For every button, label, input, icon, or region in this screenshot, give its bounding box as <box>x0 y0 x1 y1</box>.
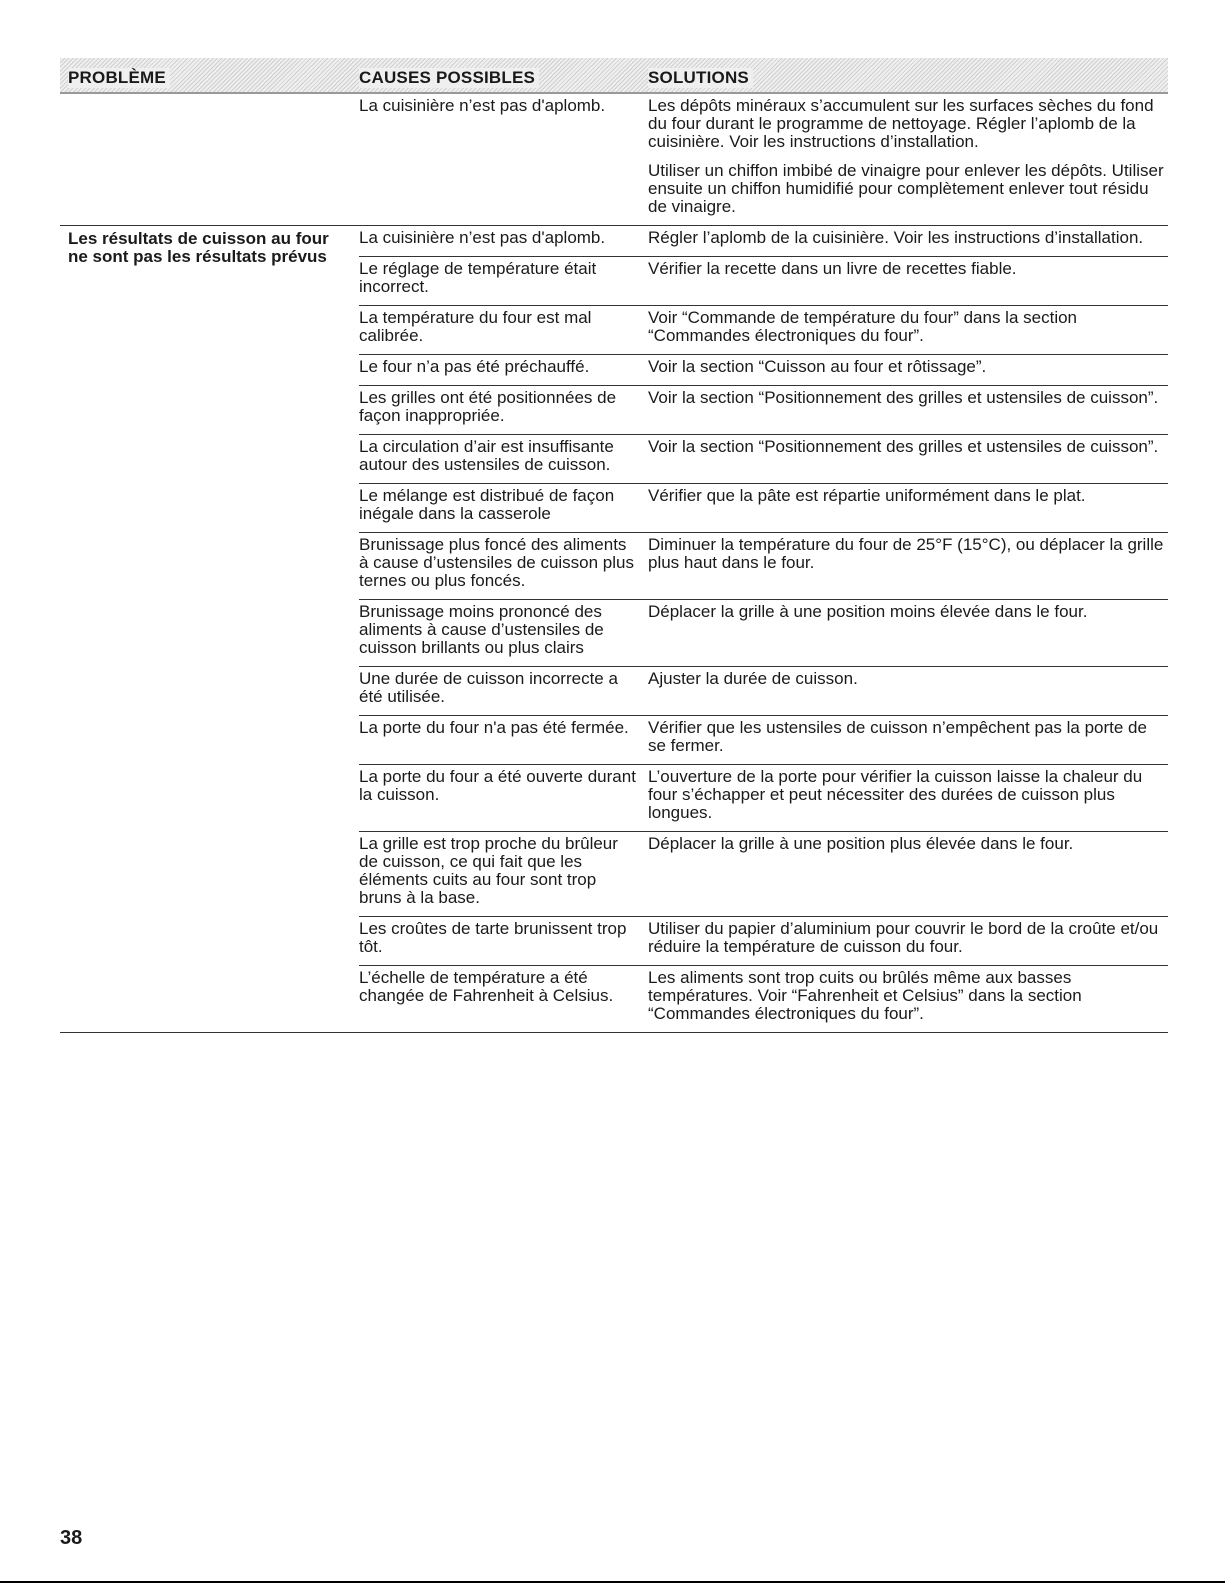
cause-cell: L’échelle de température a été changée de Fahrenheit à Celsius. <box>359 968 614 1005</box>
problem-group <box>60 92 1168 225</box>
solution-cell <box>648 438 1168 474</box>
troubleshooting-table <box>60 58 1168 1033</box>
solution-paragraph: Les aliments sont trop cuits ou brûlés même aux basses températures. Voir “Fahrenheit et Celsius” dans la section “Commandes électroniques du four”. <box>648 968 1082 1023</box>
cause-cell: Le mélange est distribué de façon inégale dans la casserole <box>359 486 615 523</box>
table-row <box>359 831 1168 916</box>
cause-cell: La grille est trop proche du brûleur de cuisson, ce qui fait que les éléments cuits au four sont trop bruns à la base. <box>359 834 618 907</box>
table-row <box>359 305 1168 354</box>
solution-paragraph: Voir la section “Positionnement des grilles et ustensiles de cuisson”. <box>648 388 1159 407</box>
problem-cell: Les résultats de cuisson au four ne sont pas les résultats prévus <box>68 229 329 266</box>
solution-paragraph: Déplacer la grille à une position plus élevée dans le four. <box>648 834 1074 853</box>
page-number: 38 <box>60 1527 83 1549</box>
table-row <box>359 483 1168 532</box>
cause-rows <box>359 226 1168 1032</box>
solution-paragraph: Vérifier que les ustensiles de cuisson n’empêchent pas la porte de se fermer. <box>648 718 1147 755</box>
table-row <box>359 256 1168 305</box>
solution-cell <box>648 920 1168 956</box>
solution-paragraph: Vérifier que la pâte est répartie uniformément dans le plat. <box>648 486 1086 505</box>
table-body <box>60 92 1168 1033</box>
solution-paragraph: L’ouverture de la porte pour vérifier la cuisson laisse la chaleur du four s’échapper et peut nécessiter des durées de cuisson plus longues. <box>648 767 1143 822</box>
table-row <box>359 764 1168 831</box>
solution-paragraph: Utiliser un chiffon imbibé de vinaigre pour enlever les dépôts. Utiliser ensuite un chiffon humidifié pour complètement enlever tout résidu de vinaigre. <box>648 161 1164 216</box>
cause-cell: La porte du four a été ouverte durant la cuisson. <box>359 767 636 804</box>
cause-cell: Les grilles ont été positionnées de façon inappropriée. <box>359 388 617 425</box>
solution-cell <box>648 309 1168 345</box>
cause-cell: La porte du four n'a pas été fermée. <box>359 718 629 737</box>
solution-paragraph: Régler l’aplomb de la cuisinière. Voir les instructions d’installation. <box>648 228 1144 247</box>
cause-cell: La circulation d’air est insuffisante autour des ustensiles de cuisson. <box>359 437 614 474</box>
solution-cell <box>648 719 1168 755</box>
solution-paragraph: Utiliser du papier d’aluminium pour couvrir le bord de la croûte et/ou réduire la température de cuisson du four. <box>648 919 1159 956</box>
cause-cell: La cuisinière n’est pas d'aplomb. <box>359 96 606 115</box>
solution-paragraph: Ajuster la durée de cuisson. <box>648 669 858 688</box>
problem-cell <box>60 94 359 225</box>
cause-rows <box>359 94 1168 225</box>
solution-cell <box>648 389 1168 425</box>
table-row <box>359 532 1168 599</box>
solution-cell <box>648 768 1168 822</box>
solution-cell <box>648 835 1168 907</box>
bottom-rule <box>0 1581 1225 1583</box>
solution-cell <box>648 260 1168 296</box>
solution-cell <box>648 358 1168 376</box>
cause-cell: Brunissage moins prononcé des aliments à cause d’ustensiles de cuisson brillants ou plus clairs <box>359 602 604 657</box>
table-row <box>359 354 1168 385</box>
table-row <box>359 434 1168 483</box>
table-row <box>359 965 1168 1032</box>
table-row <box>359 715 1168 764</box>
solution-cell <box>648 670 1168 706</box>
table-row <box>359 599 1168 666</box>
solution-paragraph: Voir “Commande de température du four” dans la section “Commandes électroniques du four”. <box>648 308 1078 345</box>
solution-cell <box>648 229 1168 247</box>
table-row <box>359 385 1168 434</box>
solution-paragraph: Déplacer la grille à une position moins élevée dans le four. <box>648 602 1088 621</box>
cause-cell: Le réglage de température était incorrect. <box>359 259 597 296</box>
cause-cell: Les croûtes de tarte brunissent trop tôt. <box>359 919 627 956</box>
header-problem: PROBLÈME <box>68 68 170 88</box>
cause-cell: Une durée de cuisson incorrecte a été utilisée. <box>359 669 618 706</box>
solution-paragraph: Les dépôts minéraux s’accumulent sur les surfaces sèches du fond du four durant le programme de nettoyage. Régler l’aplomb de la cuisinière. Voir les instructions d’installation. <box>648 96 1154 151</box>
table-header <box>60 58 1168 92</box>
solution-cell <box>648 97 1168 216</box>
table-row <box>359 916 1168 965</box>
cause-cell: Le four n’a pas été préchauffé. <box>359 357 590 376</box>
table-row <box>359 666 1168 715</box>
header-causes: CAUSES POSSIBLES <box>359 68 539 88</box>
solution-cell <box>648 603 1168 657</box>
table-row <box>359 94 1168 225</box>
problem-group <box>60 225 1168 1033</box>
solution-paragraph: Voir la section “Positionnement des grilles et ustensiles de cuisson”. <box>648 437 1159 456</box>
solution-paragraph: Diminuer la température du four de 25°F (15°C), ou déplacer la grille plus haut dans le four. <box>648 535 1164 572</box>
solution-cell <box>648 969 1168 1023</box>
cause-cell: Brunissage plus foncé des aliments à cause d’ustensiles de cuisson plus ternes ou plus foncés. <box>359 535 634 590</box>
cause-cell: La température du four est mal calibrée. <box>359 308 592 345</box>
solution-cell <box>648 536 1168 590</box>
cause-cell: La cuisinière n’est pas d'aplomb. <box>359 228 606 247</box>
table-row <box>359 226 1168 256</box>
header-solutions: SOLUTIONS <box>648 68 753 88</box>
solution-cell <box>648 487 1168 523</box>
solution-paragraph: Voir la section “Cuisson au four et rôtissage”. <box>648 357 987 376</box>
solution-paragraph: Vérifier la recette dans un livre de recettes fiable. <box>648 259 1017 278</box>
